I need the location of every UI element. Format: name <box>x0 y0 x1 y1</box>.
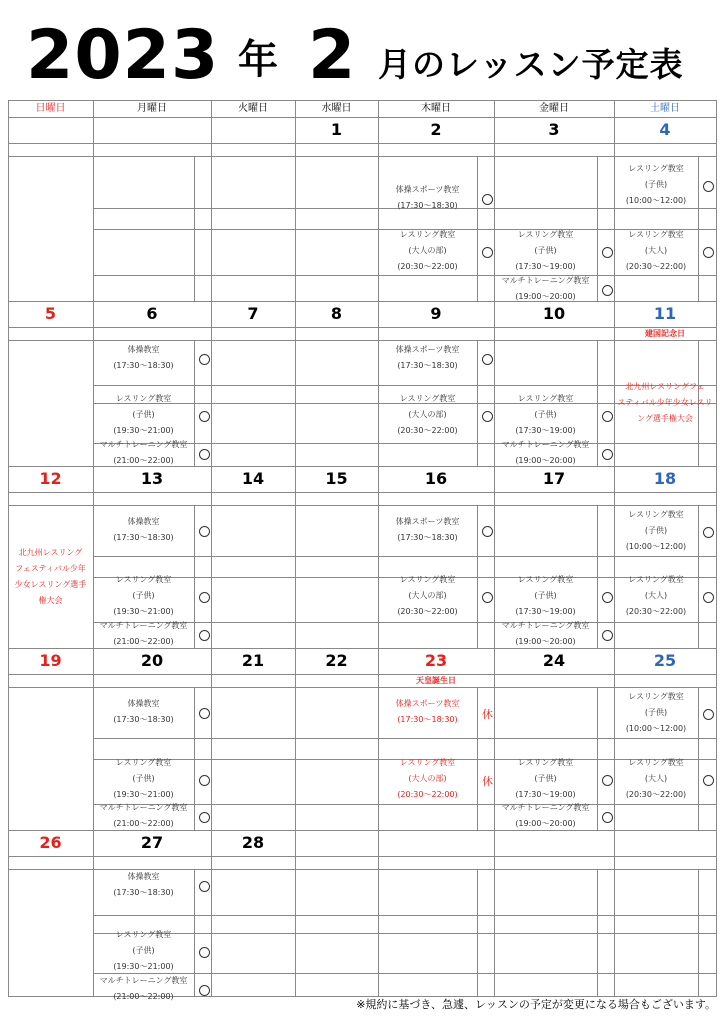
grid-line <box>477 687 478 830</box>
day-number: 27 <box>140 833 164 852</box>
lesson-text: (21:00〜22:00) <box>113 819 174 828</box>
lesson-text: レスリング教室 <box>628 692 684 701</box>
circle-icon <box>199 812 210 823</box>
rest-mark: 休 <box>482 775 493 788</box>
grid-line <box>698 505 699 648</box>
circle-icon <box>703 775 714 786</box>
circle-icon <box>199 630 210 641</box>
circle-icon <box>602 411 613 422</box>
lesson-text: 体操スポーツ教室 <box>395 517 460 526</box>
circle-icon <box>482 247 493 258</box>
circle-icon <box>602 812 613 823</box>
day-number: 3 <box>548 120 560 139</box>
lesson-text: (大人の部) <box>408 410 447 419</box>
header-1: 月曜日 <box>137 103 167 114</box>
circle-icon <box>199 947 210 958</box>
title-suffix: 月のレッスン予定表 <box>378 45 684 84</box>
circle-icon <box>199 985 210 996</box>
lesson-text: (21:00〜22:00) <box>113 456 174 465</box>
grid-line <box>93 556 716 557</box>
lesson-text: (子供) <box>534 591 557 600</box>
grid-line <box>8 156 716 157</box>
day-number: 10 <box>542 304 566 323</box>
day-number: 22 <box>325 651 348 670</box>
grid-line <box>477 505 478 648</box>
grid-line <box>93 275 716 276</box>
lesson-text: レスリング教室 <box>517 230 574 239</box>
title-nen: 年 <box>238 37 279 83</box>
lesson-text: (20:30〜22:00) <box>625 262 687 271</box>
lesson-text: マルチトレーニング教室 <box>501 803 590 812</box>
lesson-text: 体操教室 <box>127 699 160 708</box>
lesson-text: (子供) <box>534 774 557 783</box>
lesson-text: 体操教室 <box>127 345 160 354</box>
holiday-label: 建国記念日 <box>645 329 685 338</box>
lesson-text: (17:30〜18:30) <box>397 533 458 542</box>
lesson-text: (17:30〜18:30) <box>397 201 458 210</box>
event-text: ング選手権大会 <box>637 414 693 423</box>
grid-line <box>8 492 716 493</box>
lesson-text: (19:30〜21:00) <box>113 426 174 435</box>
lesson-text: (子供) <box>132 410 155 419</box>
grid-line <box>8 687 716 688</box>
day-number: 4 <box>659 120 671 139</box>
lesson-text: (19:30〜21:00) <box>113 962 174 971</box>
grid-line <box>597 687 598 830</box>
circle-icon <box>199 354 210 365</box>
day-number: 1 <box>330 120 343 139</box>
day-number: 7 <box>247 304 259 323</box>
circle-icon <box>482 411 493 422</box>
day-number: 18 <box>653 469 677 488</box>
grid-line <box>8 674 716 675</box>
lesson-text: 体操スポーツ教室 <box>395 185 460 194</box>
day-number: 25 <box>653 651 677 670</box>
title-month: 2 <box>308 16 357 95</box>
grid-line <box>8 505 716 506</box>
lesson-text: レスリング教室 <box>517 394 574 403</box>
lesson-text: (10:00〜12:00) <box>625 196 687 205</box>
lesson-text: 体操スポーツ教室 <box>395 699 460 708</box>
title-year: 2023 <box>26 16 220 95</box>
lesson-text: (子供) <box>644 526 668 535</box>
grid-line <box>93 100 94 996</box>
grid-line <box>8 327 716 328</box>
day-number: 20 <box>140 651 164 670</box>
holiday-label: 天皇誕生日 <box>416 676 456 685</box>
grid-line <box>477 340 478 466</box>
lesson-text: (17:30〜19:00) <box>515 262 576 271</box>
day-number: 17 <box>542 469 566 488</box>
grid-line <box>597 505 598 648</box>
lesson-text: (17:30〜19:00) <box>515 426 576 435</box>
circle-icon <box>199 411 210 422</box>
lesson-text: (大人) <box>644 774 668 783</box>
lesson-text: マルチトレーニング教室 <box>99 440 188 449</box>
day-number: 26 <box>39 833 62 852</box>
lesson-text: (大人の部) <box>408 591 447 600</box>
header-6: 土曜日 <box>650 103 680 114</box>
lesson-text: (20:30〜22:00) <box>625 607 687 616</box>
lesson-text: レスリング教室 <box>628 758 684 767</box>
lesson-text: (17:30〜18:30) <box>397 361 458 370</box>
circle-icon <box>199 708 210 719</box>
lesson-text: レスリング教室 <box>628 230 684 239</box>
grid-line <box>295 100 296 996</box>
lesson-text: (17:30〜18:30) <box>113 888 174 897</box>
day-number: 11 <box>653 304 677 323</box>
lesson-text: (21:00〜22:00) <box>113 637 174 646</box>
header-4: 木曜日 <box>421 103 451 114</box>
event-text: スティバル少年少女レスリ <box>617 398 713 407</box>
day-number: 12 <box>39 469 62 488</box>
day-number: 9 <box>430 304 442 323</box>
lesson-text: (子供) <box>644 708 668 717</box>
day-number: 28 <box>241 833 265 852</box>
day-number: 19 <box>39 651 62 670</box>
lesson-text: (20:30〜22:00) <box>625 790 687 799</box>
circle-icon <box>199 449 210 460</box>
circle-icon <box>199 881 210 892</box>
day-number: 21 <box>241 651 265 670</box>
day-number: 16 <box>424 469 448 488</box>
lesson-text: (20:30〜22:00) <box>397 607 458 616</box>
lesson-text: (子供) <box>534 410 557 419</box>
circle-icon <box>602 592 613 603</box>
lesson-text: マルチトレーニング教室 <box>99 976 188 985</box>
lesson-text: レスリング教室 <box>115 394 172 403</box>
day-number: 14 <box>241 469 265 488</box>
lesson-text: レスリング教室 <box>628 575 684 584</box>
lesson-text: (大人) <box>644 591 668 600</box>
circle-icon <box>703 527 714 538</box>
footer-note: ※規約に基づき、急遽、レッスンの予定が変更になる場合もございます。 <box>356 998 716 1011</box>
lesson-text: マルチトレーニング教室 <box>501 276 590 285</box>
grid-line <box>194 687 195 830</box>
header-3: 水曜日 <box>321 103 352 114</box>
grid-line <box>597 869 598 996</box>
lesson-text: レスリング教室 <box>399 575 456 584</box>
lesson-text: マルチトレーニング教室 <box>501 621 590 630</box>
lesson-text: レスリング教室 <box>399 758 456 767</box>
lesson-text: (17:30〜18:30) <box>397 715 458 724</box>
grid-line <box>8 301 716 302</box>
circle-icon <box>199 592 210 603</box>
day-number: 24 <box>542 651 566 670</box>
lesson-text: 体操教室 <box>127 517 160 526</box>
day-number: 15 <box>325 469 348 488</box>
circle-icon <box>602 775 613 786</box>
circle-icon <box>703 181 714 192</box>
event-text: 北九州レスリング <box>18 548 83 557</box>
day-number: 2 <box>430 120 442 139</box>
grid-line <box>194 340 195 466</box>
lesson-text: (子供) <box>132 591 155 600</box>
day-number: 13 <box>140 469 164 488</box>
grid-line <box>698 869 699 996</box>
circle-icon <box>199 526 210 537</box>
event-text: 少女レスリング選手 <box>14 580 87 589</box>
grid-line <box>194 505 195 648</box>
grid-line <box>8 340 716 341</box>
lesson-text: レスリング教室 <box>399 230 456 239</box>
lesson-text: (19:00〜20:00) <box>515 637 576 646</box>
rest-mark: 休 <box>482 708 493 721</box>
lesson-text: (19:00〜20:00) <box>515 292 576 301</box>
circle-icon <box>482 354 493 365</box>
circle-icon <box>482 592 493 603</box>
grid-line <box>477 156 478 301</box>
grid-line <box>477 869 478 996</box>
circle-icon <box>602 449 613 460</box>
lesson-text: レスリング教室 <box>115 930 172 939</box>
grid-line <box>8 117 716 118</box>
circle-icon <box>482 526 493 537</box>
lesson-text: (19:30〜21:00) <box>113 607 174 616</box>
lesson-text: (21:00〜22:00) <box>113 992 174 1001</box>
lesson-text: (10:00〜12:00) <box>625 724 687 733</box>
lesson-text: レスリング教室 <box>517 575 574 584</box>
lesson-text: マルチトレーニング教室 <box>99 621 188 630</box>
circle-icon <box>703 592 714 603</box>
lesson-text: (17:30〜18:30) <box>113 715 174 724</box>
calendar-grid <box>8 100 716 1001</box>
lesson-text: (19:30〜21:00) <box>113 790 174 799</box>
lesson-text: レスリング教室 <box>115 758 172 767</box>
grid-line <box>716 100 717 997</box>
day-number: 8 <box>330 304 343 323</box>
grid-line <box>597 156 598 301</box>
lesson-text: (子供) <box>644 180 668 189</box>
lesson-text: (17:30〜19:00) <box>515 790 576 799</box>
lesson-text: (19:00〜20:00) <box>515 819 576 828</box>
circle-icon <box>482 194 493 205</box>
grid-line <box>8 856 716 857</box>
lesson-text: マルチトレーニング教室 <box>501 440 590 449</box>
grid-line <box>597 340 598 466</box>
lesson-text: (子供) <box>534 246 557 255</box>
lesson-text: レスリング教室 <box>628 164 684 173</box>
lesson-text: (17:30〜18:30) <box>113 533 174 542</box>
grid-line <box>194 156 195 301</box>
lesson-text: (大人の部) <box>408 774 447 783</box>
lesson-text: (17:30〜18:30) <box>113 361 174 370</box>
lesson-text: 体操スポーツ教室 <box>395 345 460 354</box>
header-0: 日曜日 <box>35 103 66 114</box>
day-number: 5 <box>44 304 57 323</box>
grid-line <box>211 100 212 996</box>
event-text: 権大会 <box>38 596 63 605</box>
lesson-text: レスリング教室 <box>115 575 172 584</box>
lesson-text: レスリング教室 <box>517 758 574 767</box>
day-number: 6 <box>146 304 158 323</box>
grid-line <box>93 915 716 916</box>
lesson-text: (20:30〜22:00) <box>397 790 458 799</box>
page-title <box>26 14 716 98</box>
circle-icon <box>703 709 714 720</box>
circle-icon <box>602 247 613 258</box>
header-2: 火曜日 <box>238 103 268 114</box>
day-number: 23 <box>424 651 448 670</box>
grid-line <box>93 738 716 739</box>
lesson-text: (10:00〜12:00) <box>625 542 687 551</box>
lesson-text: (子供) <box>132 774 155 783</box>
lesson-text: (大人) <box>644 246 668 255</box>
lesson-text: レスリング教室 <box>399 394 456 403</box>
lesson-text: レスリング教室 <box>628 510 684 519</box>
circle-icon <box>602 285 613 296</box>
lesson-text: マルチトレーニング教室 <box>99 803 188 812</box>
lesson-text: (20:30〜22:00) <box>397 262 458 271</box>
header-5: 金曜日 <box>539 103 569 114</box>
lesson-text: (17:30〜19:00) <box>515 607 576 616</box>
lesson-text: (子供) <box>132 946 155 955</box>
circle-icon <box>703 247 714 258</box>
grid-line <box>698 687 699 830</box>
lesson-text: (大人の部) <box>408 246 447 255</box>
lesson-text: (19:00〜20:00) <box>515 456 576 465</box>
event-text: フェスティバル少年 <box>15 564 86 573</box>
circle-icon <box>199 775 210 786</box>
grid-line <box>8 143 716 144</box>
circle-icon <box>602 630 613 641</box>
lesson-text: (20:30〜22:00) <box>397 426 458 435</box>
lesson-text: 体操教室 <box>127 872 160 881</box>
grid-line <box>194 869 195 996</box>
event-text: 北九州レスリングフェ <box>625 382 705 391</box>
grid-line <box>698 156 699 301</box>
